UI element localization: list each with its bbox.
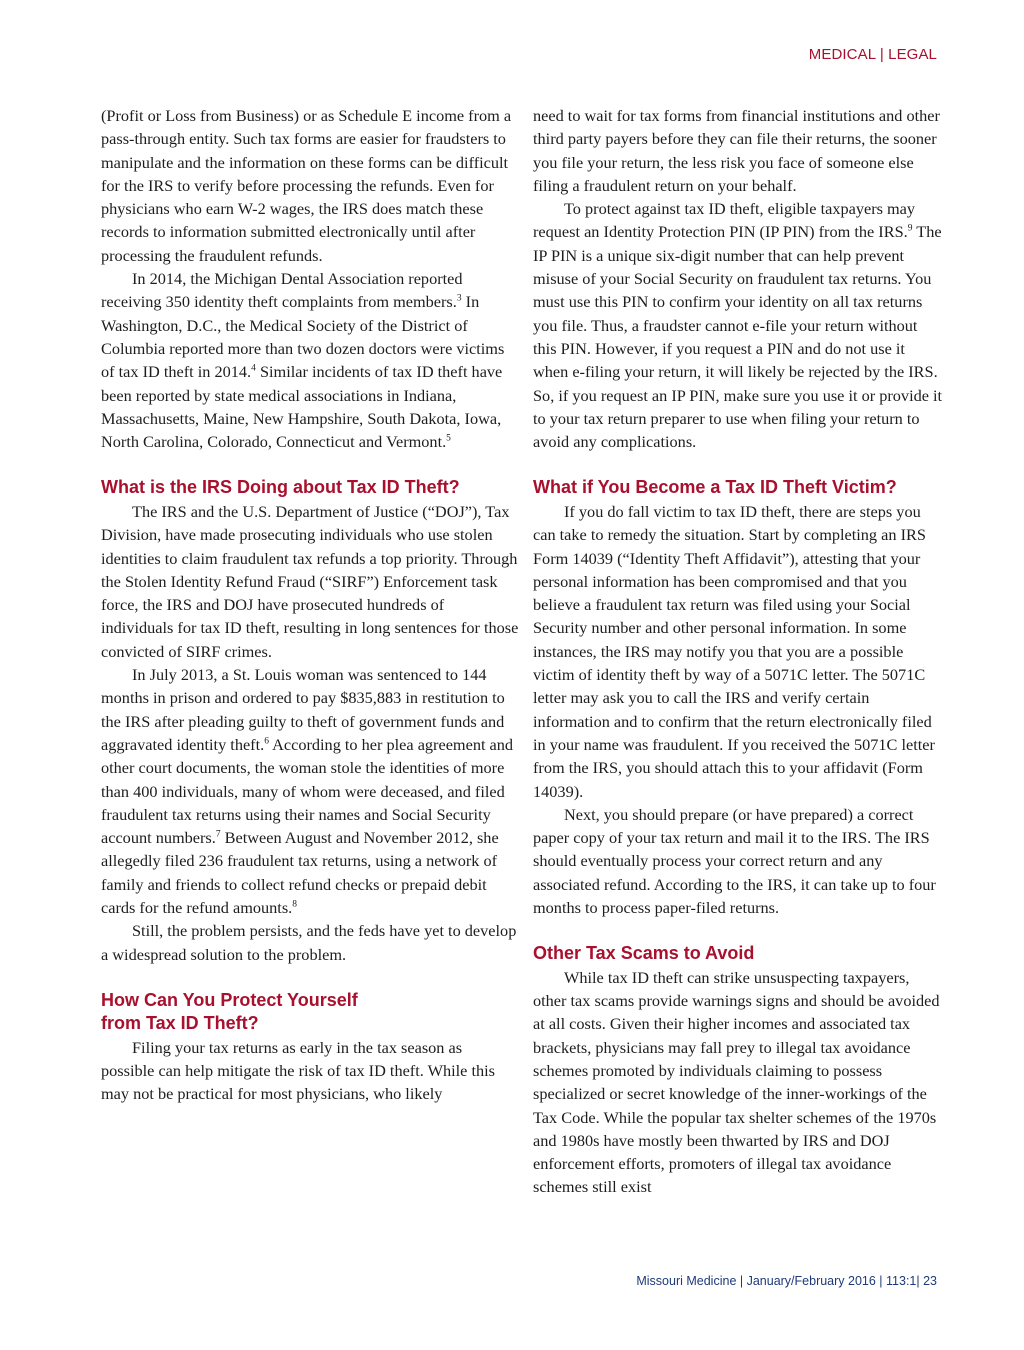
paragraph: In July 2013, a St. Louis woman was sentenced to 144 months in prison and ordered to pay $835,883 in restitution to the IRS after pleading guilty to theft of government funds and aggravated identity theft.$^6$ According to her plea agreement and other court documents, the woman stole the identities of more than 400 individuals, many of whom were deceased, and filed fraudulent tax returns using their names and Social Security account numbers.$^7$ Between August and November 2012, she allegedly filed 236 fraudulent tax returns, using a network of family and friends to collect refund checks or prepaid debit cards for the refund amounts.$^8$ <box>101 665 514 917</box>
footnote-ref[interactable]: 5 <box>446 433 451 444</box>
paragraph: Next, you should prepare (or have prepared) a correct paper copy of your tax return and mail it to the IRS. The IRS should eventually process your correct return and any associated refund. According to the IRS, it can take up to four months to process paper-filed returns. <box>533 804 936 917</box>
section-label: MEDICAL | LEGAL <box>808 46 937 63</box>
right-column <box>533 104 943 1199</box>
section-heading: What if You Become a Tax ID Theft Victim? <box>533 477 897 498</box>
footnote-ref[interactable]: 3 <box>456 293 462 304</box>
paragraph: need to wait for tax forms from financial institutions and other third party payers before they can file their returns, the sooner you file your return, the less risk you face of someone else filing a fraudulent return on your behalf. <box>533 106 940 195</box>
section-heading: Other Tax Scams to Avoid <box>533 943 755 964</box>
paragraph: (Profit or Loss from Business) or as Schedule E income from a pass-through entity. Such tax forms are easier for fraudsters to manipulate and the information on these forms can be difficult for the IRS to verify before processing the refunds. Even for physicians who earn W-2 wages, the IRS does match these records to information submitted electronically until after processing the fraudulent refunds. <box>101 106 512 265</box>
footnote-ref[interactable]: 9 <box>907 224 913 235</box>
paragraph: While tax ID theft can strike unsuspecting taxpayers, other tax scams provide warnings signs and should be avoided at all costs. Given their higher incomes and associated tax brackets, physicians may fall prey to illegal tax avoidance schemes promoted by individuals claiming to possess specialized or secret knowledge of the inner-workings of the Tax Code. While the popular tax shelter schemes of the 1970s and 1980s have mostly been thwarted by IRS and DOJ enforcement efforts, promoters of illegal tax avoidance schemes still exist <box>533 967 940 1197</box>
paragraph: Filing your tax returns as early in the tax season as possible can help mitigate the risk of tax ID theft. While this may not be practical for most physicians, who likely <box>101 1037 495 1104</box>
paragraph: The IRS and the U.S. Department of Justice (“DOJ”), Tax Division, have made prosecuting individuals who use stolen identities to claim fraudulent tax refunds a top priority. Through the Stolen Identity Refund Fraud (“SIRF”) Enforcement task force, the IRS and DOJ have prosecuted hundreds of individuals for tax ID theft, resulting in long sentences for those convicted of SIRF crimes. <box>101 501 519 661</box>
section-heading: What is the IRS Doing about Tax ID Theft? <box>101 477 460 498</box>
paragraph: To protect against tax ID theft, eligible taxpayers may request an Identity Protection PIN (IP PIN) from the IRS.$^9$ The IP PIN is a unique six-digit number that can help prevent misuse of your Social Security on fraudulent tax returns. You must use this PIN to confirm your identity on all tax returns you file. Thus, a fraudster cannot e-file your return without this PIN. However, if you request a PIN and do not use it when e-filing your return, it will likely be rejected by the IRS. So, if you request an IP PIN, make sure you use it or provide it to your tax return preparer to use when filing your return to avoid any complications. <box>533 199 943 452</box>
section-heading: How Can You Protect Yourself from Tax ID Theft? <box>101 989 358 1034</box>
page-footer: Missouri Medicine | January/February 2016 | 113:1| 23 <box>636 1274 937 1288</box>
paragraph: In 2014, the Michigan Dental Association reported receiving 350 identity theft complaints from members.$^3$ In Washington, D.C., the Medical Society of the District of Columbia reported more than two dozen doctors were victims of tax ID theft in 2014.$^4$ Similar incidents of tax ID theft have been reported by state medical associations in Indiana, Massachusetts, Maine, New Hampshire, South Dakota, Iowa, North Carolina, Colorado, Connecticut and Vermont.$^5$ <box>101 269 505 452</box>
footnote-ref[interactable]: 6 <box>264 736 269 747</box>
footnote-ref[interactable]: 4 <box>251 363 256 374</box>
footnote-ref[interactable]: 8 <box>292 899 297 910</box>
left-column <box>101 104 519 1106</box>
paragraph: Still, the problem persists, and the feds have yet to develop a widespread solution to the problem. <box>101 921 517 964</box>
paragraph: If you do fall victim to tax ID theft, there are steps you can take to remedy the situation. Start by completing an IRS Form 14039 (“Identity Theft Affidavit”), attesting that your personal information has been compromised and that you believe a fraudulent tax return was filed using your Social Security number and other personal information. In some instances, the IRS may notify you that you are a possible victim of identity theft by way of a 5071C letter. The 5071C letter may ask you to call the IRS and verify certain information and to confirm that the return electronically filed in your name was fraudulent. If you received the 5071C letter from the IRS, you should attach this to your affidavit (Form 14039). <box>533 501 935 801</box>
footnote-ref[interactable]: 7 <box>215 829 221 840</box>
